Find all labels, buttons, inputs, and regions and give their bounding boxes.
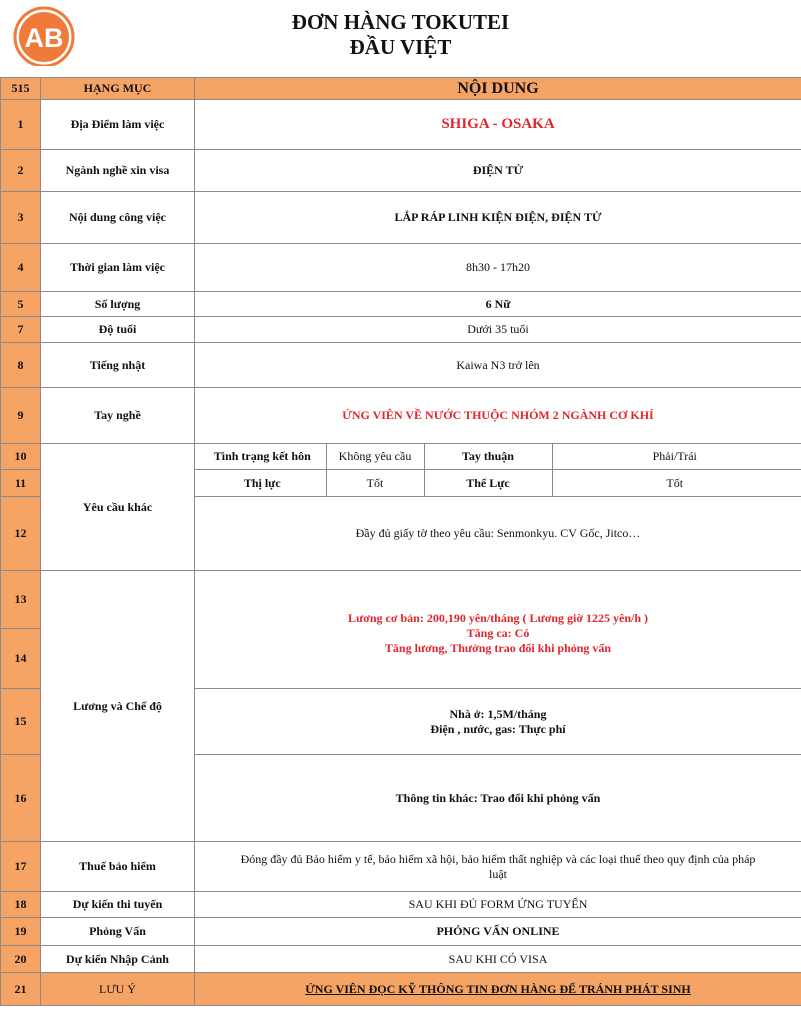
row-label: Ngành nghề xin visa	[41, 150, 195, 192]
header-category: HẠNG MỤC	[41, 78, 195, 100]
row-value: ĐIỆN TỬ	[195, 150, 801, 192]
table-row	[1, 892, 801, 918]
table-row	[1, 444, 801, 470]
document-header	[0, 10, 801, 60]
table-row	[1, 100, 801, 150]
marital-label: Tình trạng kết hôn	[199, 444, 326, 469]
other-info: Thông tin khác: Trao đổi khi phỏng vấn	[195, 755, 801, 842]
note-label: LƯU Ý	[41, 973, 195, 1006]
base-salary: Lương cơ bản: 200,190 yên/tháng ( Lương giờ 1225 yên/h )	[347, 611, 649, 625]
row-number: 8	[1, 343, 41, 388]
table-header-row	[1, 78, 801, 100]
row-value: SAU KHI CÓ VISA	[195, 946, 801, 973]
row-value: SHIGA - OSAKA	[195, 100, 801, 150]
table-row	[1, 388, 801, 444]
other-requirements-label: Yêu cầu khác	[41, 444, 195, 571]
row-number: 3	[1, 192, 41, 244]
salary-details	[195, 571, 801, 689]
header-number: 515	[1, 78, 41, 100]
logo-text: AB	[24, 23, 64, 53]
requirements-subtable	[199, 444, 797, 469]
row-number: 12	[1, 497, 41, 571]
row-label: Phỏng Vấn	[41, 918, 195, 946]
row-number: 2	[1, 150, 41, 192]
row-number: 4	[1, 244, 41, 292]
table-row	[1, 946, 801, 973]
row-value: ỨNG VIÊN VỀ NƯỚC THUỘC NHÓM 2 NGÀNH CƠ KHÍ	[195, 388, 801, 444]
job-order-table	[0, 77, 801, 1006]
row-value: SAU KHI ĐỦ FORM ỨNG TUYỂN	[195, 892, 801, 918]
table-row	[1, 918, 801, 946]
overtime: Tăng ca: Có	[466, 626, 530, 640]
table-row	[1, 292, 801, 317]
eyesight-physical-cell	[195, 470, 801, 497]
eyesight-value: Tốt	[326, 470, 424, 496]
row-number: 9	[1, 388, 41, 444]
row-label: Dự kiến Nhập Cảnh	[41, 946, 195, 973]
row-number: 21	[1, 973, 41, 1006]
requirements-subtable	[199, 470, 797, 496]
table-row	[1, 192, 801, 244]
row-value: LẮP RÁP LINH KIỆN ĐIỆN, ĐIỆN TỬ	[195, 192, 801, 244]
housing: Nhà ở: 1,5M/tháng	[449, 706, 547, 721]
eyesight-label: Thị lực	[199, 470, 326, 496]
table-row	[1, 244, 801, 292]
note-value: ỨNG VIÊN ĐỌC KỸ THÔNG TIN ĐƠN HÀNG ĐỂ TRÁNH PHÁT SINH	[195, 973, 801, 1006]
document-subtitle: ĐẦU VIỆT	[349, 35, 452, 59]
row-number: 16	[1, 755, 41, 842]
salary-label: Lương và Chế độ	[41, 571, 195, 842]
documents-value: Đầy đủ giấy tờ theo yêu cầu: Senmonkyu. CV Gốc, Jitco…	[195, 497, 801, 571]
row-number: 14	[1, 629, 41, 689]
row-number: 10	[1, 444, 41, 470]
row-value: Dưới 35 tuổi	[195, 317, 801, 343]
physical-value: Tốt	[552, 470, 797, 496]
insurance-value	[195, 842, 801, 892]
insurance-line1: Đóng đầy đủ Bảo hiểm y tế, bảo hiểm xã hội, bảo hiểm thất nghiệp và các loại thuế theo quy định của pháp	[240, 851, 756, 866]
row-number: 11	[1, 470, 41, 497]
header-content: NỘI DUNG	[195, 78, 801, 100]
row-value: Kaiwa N3 trở lên	[195, 343, 801, 388]
insurance-line2: luật	[489, 866, 507, 881]
document-title: ĐƠN HÀNG TOKUTEI	[291, 10, 510, 34]
row-number: 17	[1, 842, 41, 892]
row-label: Tiếng nhật	[41, 343, 195, 388]
physical-label: Thể Lực	[424, 470, 552, 496]
row-number: 1	[1, 100, 41, 150]
utilities: Điện , nước, gas: Thực phí	[430, 721, 566, 736]
marital-hand-cell	[195, 444, 801, 470]
salary-raise: Tăng lương, Thưởng trao đổi khi phỏng vấn	[384, 641, 612, 655]
row-number: 20	[1, 946, 41, 973]
row-label: Tay nghề	[41, 388, 195, 444]
row-value: PHỎNG VẤN ONLINE	[195, 918, 801, 946]
row-number: 18	[1, 892, 41, 918]
table-row	[1, 317, 801, 343]
table-row	[1, 343, 801, 388]
table-row	[1, 150, 801, 192]
row-number: 7	[1, 317, 41, 343]
row-label: Dự kiến thi tuyển	[41, 892, 195, 918]
row-number: 13	[1, 571, 41, 629]
row-label: Độ tuổi	[41, 317, 195, 343]
row-value: 6 Nữ	[195, 292, 801, 317]
table-row	[1, 571, 801, 629]
row-label: Nội dung công việc	[41, 192, 195, 244]
hand-value: Phải/Trái	[552, 444, 797, 469]
row-label: Số lượng	[41, 292, 195, 317]
housing-details	[195, 689, 801, 755]
row-number: 15	[1, 689, 41, 755]
row-label: Thời gian làm việc	[41, 244, 195, 292]
hand-label: Tay thuận	[424, 444, 552, 469]
note-row	[1, 973, 801, 1006]
row-number: 19	[1, 918, 41, 946]
table-row	[1, 842, 801, 892]
marital-value: Không yêu cầu	[326, 444, 424, 469]
row-number: 5	[1, 292, 41, 317]
row-label: Địa Điểm làm việc	[41, 100, 195, 150]
row-value: 8h30 - 17h20	[195, 244, 801, 292]
row-label: Thuế bảo hiểm	[41, 842, 195, 892]
